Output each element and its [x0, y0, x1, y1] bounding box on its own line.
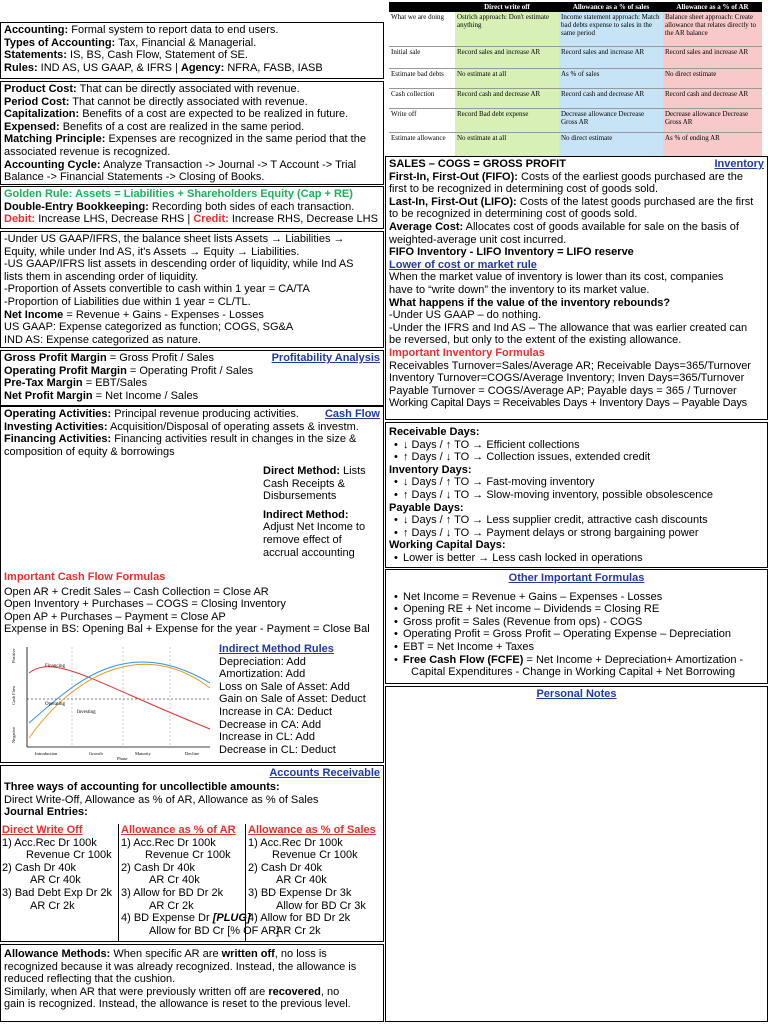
inventory-formulas-heading: Important Inventory Formulas — [389, 346, 545, 359]
table-header: Direct write off — [455, 2, 559, 12]
x-label-decline: Decline — [185, 751, 199, 756]
x-label-growth: Growth — [89, 751, 103, 756]
agency-label: Agency: — [180, 61, 225, 74]
x-label-introduction: Introduction — [35, 751, 58, 756]
golden-rule: Golden Rule: Assets = Liabilities + Shareholders Equity (Cap + RE) — [4, 188, 353, 200]
inventory-box: Inventory SALES – COGS = GROSS PROFIT First-In, First-Out (FIFO): Costs of the earliest goods purchased are the first to be recognized in determining cost of goods sold. Last-In, First-Out (LIFO): Costs of the latest goods purchased are the first to be recognized in determining cost of goods sold. Average Cost: Allocates cost of goods available for sale on the basis of weighted-average unit cost incurred. FIFO Inventory - LIFO Inventory = LIFO reserve Lower of cost or market rule When the market value of inventory is lower than its cost, companies have to “write down” the inventory to its market value. What happens if the value of the inventory rebounds? -Under US GAAP – do nothing. -Under the IFRS and Ind AS – The allowance that was earlier created can be reversed, but only to the extent of the existing allowance. Important Inventory Formulas Receivables Turnover=Sales/Average AR; Receivable Days=365/Turnover Inventory Turnover=COGS/Average Inventory; Inven Days=365/Turnover Payable Turnover = COGS/Average AP; Payable days = 365 / Turnover Working Capital Days = Receivables Days + Inventory Days – Payable Days — [385, 156, 768, 420]
lower-of-cost-heading: Lower of cost or market rule — [389, 258, 537, 271]
table-row: Estimate allowance No estimate at all No direct estimate As % of ending AR — [389, 132, 762, 156]
profitability-analysis-heading: Profitability Analysis — [271, 352, 380, 364]
table-row: Initial sale Record sales and increase AR Record sales and increase AR Record sales and increase AR — [389, 46, 762, 68]
direct-method: Direct Method: Lists Cash Receipts & Disbursements Indirect Method: Adjust Net Income to remove effect of accrual accounting — [263, 465, 366, 559]
types-text: Tax, Financial & Managerial. — [115, 36, 257, 49]
balance-sheet-box: -Under US GAAP/IFRS, the balance sheet lists Assets → Liabilities → Equity, while under Ind AS, it's Assets → Equity → Liabilities. -US GAAP/IFRS list assets in descending order of liquidity, while Ind AS lists them in ascending order of liquidity. -Proportion of Assets convertible to cash within 1 year = CA/TA -Proportion of Liabilities due within 1 year = CL/TL. Net Income = Revenue + Gains - Expenses - Losses US GAAP: Expense categorized as function; COGS, SG&A IND AS: Expense categorized as nature. — [0, 231, 384, 348]
operating-label: Operating — [45, 702, 65, 707]
rules-label: Rules: — [4, 61, 38, 74]
other-formulas-heading: Other Important Formulas — [508, 572, 645, 584]
accounts-receivable-heading: Accounts Receivable — [269, 767, 380, 779]
table-row: Cash collection Record cash and decrease AR Record cash and decrease AR Record cash and decrease AR — [389, 88, 762, 108]
indirect-method-rules-heading: Indirect Method Rules — [219, 643, 334, 655]
accounting-text: Formal system to report data to end users. — [68, 24, 279, 36]
accounting-basics-box — [0, 22, 384, 79]
rules-text: IND AS, US GAAP, & IFRS | — [37, 61, 181, 74]
days-box: Receivable Days: • ↓ Days / ↑ TO → Efficient collections • ↑ Days / ↓ TO → Collection issues, extended credit Inventory Days: • ↓ Days / ↑ TO → Fast-moving inventory • ↑ Days / ↓ TO → Slow-moving inventory, possible obsolescence Payable Days: • ↓ Days / ↑ TO → Less supplier credit, attractive cash discounts • ↑ Days / ↓ TO → Payment delays or strong bargaining power Working Capital Days: • Lower is better → Less cash locked in operations — [385, 422, 768, 568]
table-header: Allowance as a % of sales — [559, 2, 663, 12]
indirect-method-rules: Indirect Method Rules Depreciation: Add Amortization: Add Loss on Sale of Asset: Add Gain on Sale of Asset: Deduct Increase in CA: Deduct Decrease in CA: Add Increase in CL: Add Decrease in CL: Deduct — [219, 643, 366, 756]
allowance-sales-column: Allowance as % of Sales 1) Acc.Rec Dr 100k Revenue Cr 100k 2) Cash Dr 40k AR Cr 40k 3) BD Expense Dr 3k Allow for BD Cr 3k 4) Allow for BD Dr 2k AR Cr 2k — [245, 824, 384, 941]
cash-flow-lifecycle-chart — [5, 643, 217, 761]
direct-write-off-column: Direct Write Off 1) Acc.Rec Dr 100k Revenue Cr 100k 2) Cash Dr 40k AR Cr 40k 3) Bad Debt Exp Dr 2k AR Cr 2k — [2, 824, 113, 912]
golden-rule-box: Golden Rule: Assets = Liabilities + Shareholders Equity (Cap + RE) Double-Entry Bookkeeping: Recording both sides of each transaction. Debit: Increase LHS, Decrease RHS | Credit: Increase RHS, Decrease LHS — [0, 186, 384, 229]
types-label: Types of Accounting: — [4, 36, 116, 49]
cash-flow-heading: Cash Flow — [324, 408, 380, 420]
allowance-ar-column: Allowance as % of AR 1) Acc.Rec Dr 100k Revenue Cr 100k 2) Cash Dr 40k AR Cr 40k 3) Allow for BD Dr 2k AR Cr 2k 4) BD Expense Dr [PLUG] Allow for BD Cr [% OF AR] — [118, 824, 247, 941]
statements-label: Statements: — [4, 49, 67, 62]
accounts-receivable-box: Accounts Receivable Three ways of accounting for uncollectible amounts: Direct Write-Off, Allowance as % of AR, Allowance as % of Sales Journal Entries: Direct Write Off 1) Acc.Rec Dr 100k Revenue Cr 100k 2) Cash Dr 40k AR Cr 40k 3) Bad Debt Exp Dr 2k AR Cr 2k Allowance as % of AR 1) Acc.Rec Dr 100k Revenue Cr 100k 2) Cash Dr 40k AR Cr 40k 3) Allow for BD Dr 2k AR Cr 2k 4) BD Expense Dr [PLUG] Allow for BD Cr [% OF AR] Allowance as % of Sales 1) Acc.Rec Dr 100k Revenue Cr 100k 2) Cash Dr 40k AR Cr 40k 3) BD Expense Dr 3k Allow for BD Cr 3k 4) Allow for BD Dr 2k AR Cr 2k — [0, 765, 384, 942]
other-formulas-box: Other Important Formulas • Net Income = Revenue + Gains – Expenses - Losses • Opening RE + Net income – Dividends = Closing RE • Gross profit = Sales (Revenue from ops) - COGS • Operating Profit = Gross Profit – Operating Expense – Depreciation • EBT = Net Income + Taxes • Free Cash Flow (FCFE) = Net Income + Depreciation+ Amortization - Capital Expenditures - Change in Working Capital + Net Borrowing — [385, 569, 768, 684]
accounting-label: Accounting: — [4, 24, 69, 36]
cash-flow-formulas: Important Cash Flow Formulas Open AR + Credit Sales – Cash Collection = Close AR Open Inventory + Purchases – COGS = Closing Inventory Open AP + Purchases – Payment = Close AP Expense in BS: Opening Bal + Expense for the year - Payment = Close Bal — [4, 571, 370, 636]
table-row: What we are doing Ostrich approach: Don't estimate anything Income statement approach: Match bad debts expense to sales in the same period Balance sheet approach: Create allowance that relates directly to the AR balance — [389, 12, 762, 46]
cash-flow-box: Cash Flow Operating Activities: Principal revenue producing activities. Investing Activities: Acquisition/Disposal of operating assets & investm. Financing Activities: Financing activities result in changes in the size & composition of equity & borrowings Direct Method: Lists Cash Receipts & Disbursements Indirect Method: Adjust Net Income to remove effect of accrual accounting Important Cash Flow Formulas Open AR + Credit Sales – Cash Collection = Close AR Open Inventory + Purchases – COGS = Closing Inventory Open AP + Purchases – Payment = Close AP Expense in BS: Opening Bal + Expense for the year - Payment = Close Bal Indirect Method Rules Depreciation: Add Amortization: Add Loss on Sale of Asset: Add Gain on Sale of Asset: Deduct Increase in CA: Deduct Decrease in CA: Add Increase in CL: Add Decrease in CL: Deduct Positive Cash Flow Negative Financing Operating Investing Introduction Growth Maturity Decline Phase — [0, 406, 384, 763]
table-row: Estimate bad debts No estimate at all As % of sales No direct estimate — [389, 68, 762, 88]
table-row: Write off Record Bad debt expense Decrease allowance Decrease Gross AR Decrease allowance Decrease Gross AR — [389, 108, 762, 132]
cash-flow-formulas-heading: Important Cash Flow Formulas — [4, 571, 166, 583]
right-column — [385, 0, 768, 1024]
x-axis-label: Phase — [117, 756, 128, 761]
investing-label: Investing — [77, 710, 96, 715]
profitability-box: Profitability Analysis Gross Profit Margin = Gross Profit / Sales Operating Profit Margin = Operating Profit / Sales Pre-Tax Margin = EBT/Sales Net Profit Margin = Net Income / Sales — [0, 350, 384, 406]
agency-text: NFRA, FASB, IASB — [224, 61, 323, 74]
ylabel-positive: Positive — [11, 648, 16, 663]
statements-text: IS, BS, Cash Flow, Statement of SE. — [66, 49, 248, 62]
investing-curve — [29, 662, 210, 723]
x-label-maturity: Maturity — [135, 751, 151, 756]
inventory-heading: Inventory — [714, 158, 764, 170]
personal-notes-heading: Personal Notes — [536, 688, 617, 700]
cost-concepts-box: Product Cost: That can be directly associated with revenue. Period Cost: That cannot be directly associated with revenue. Capitalization: Benefits of a cost are expected to be realized in future. Expensed: Benefits of a cost are realized in the same period. Matching Principle: Expenses are recognized in the same period that the associated revenue is recognized. Accounting Cycle: Analyze Transaction -> Journal -> T Account -> Trial Balance -> Financial Statements -> Closing of Books. — [0, 81, 384, 185]
table-header: Allowance as a % of AR — [663, 2, 762, 12]
financing-label: Financing — [45, 664, 65, 669]
financing-curve — [29, 667, 210, 729]
personal-notes-box — [385, 686, 768, 1022]
allowance-methods-box: Allowance Methods: When specific AR are written off, no loss is recognized because it was already recognized. Instead, the allowance is reduced reflecting that the cushion. Similarly, when AR that were previously written off are recovered, no gain is recognized. Instead, the allowance is reset to the previous level. — [0, 944, 384, 1022]
ylabel-cashflow: Cash Flow — [11, 685, 16, 705]
ylabel-negative: Negative — [11, 726, 16, 743]
